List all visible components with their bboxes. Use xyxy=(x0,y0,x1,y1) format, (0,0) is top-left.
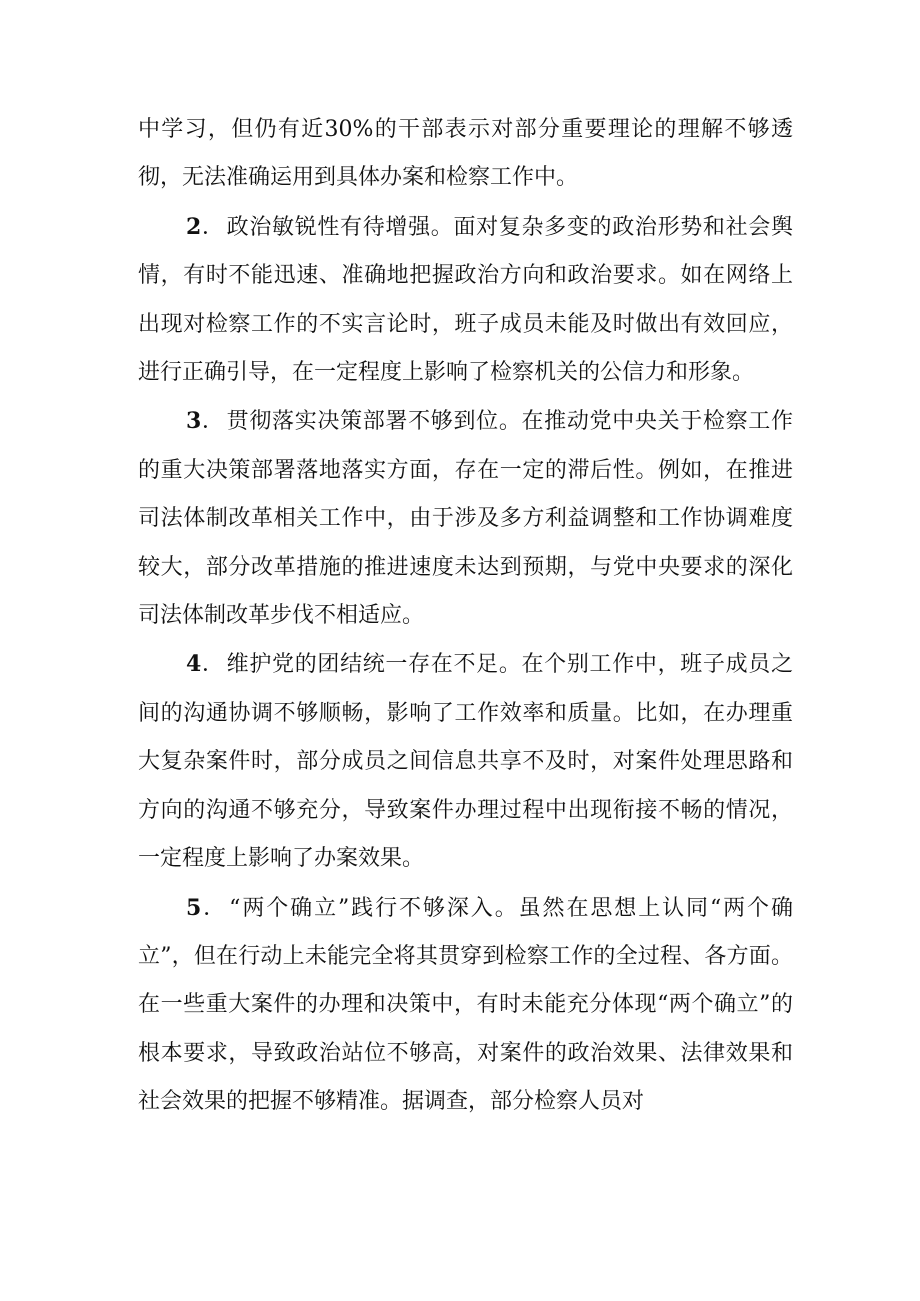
item-separator: ． xyxy=(201,409,227,435)
list-item-3 xyxy=(138,397,793,640)
list-item-5 xyxy=(138,884,793,1127)
list-item-2 xyxy=(138,203,793,398)
item-separator: ． xyxy=(201,652,227,678)
continuation-paragraph: 中学习，但仍有近30%的干部表示对部分重要理论的理解不够透彻，无法准确运用到具体办案和检察工作中。 xyxy=(138,117,793,191)
item-number: 3 xyxy=(186,408,202,435)
item-separator: ． xyxy=(201,895,230,921)
item-number: 5 xyxy=(186,894,202,921)
item-number: 4 xyxy=(186,651,202,678)
item-text: “两个确立”践行不够深入。虽然在思想上认同“两个确立”，但在行动上未能完全将其贯穿到检察工作的全过程、各方面。在一些重大案件的办理和决策中，有时未能充分体现“两个确立”的根本要求，导致政治站位不够高，对案件的政治效果、法律效果和社会效果的把握不够精准。据调查，部分检察人员对 xyxy=(138,895,793,1115)
item-text: 维护党的团结统一存在不足。在个别工作中，班子成员之间的沟通协调不够顺畅，影响了工作效率和质量。比如，在办理重大复杂案件时，部分成员之间信息共享不及时，对案件处理思路和方向的沟通不够充分，导致案件办理过程中出现衔接不畅的情况，一定程度上影响了办案效果。 xyxy=(138,652,793,872)
item-text: 政治敏锐性有待增强。面对复杂多变的政治形势和社会舆情，有时不能迅速、准确地把握政治方向和政治要求。如在网络上出现对检察工作的不实言论时，班子成员未能及时做出有效回应，进行正确引导，在一定程度上影响了检察机关的公信力和形象。 xyxy=(138,214,793,386)
item-text: 贯彻落实决策部署不够到位。在推动党中央关于检察工作的重大决策部署落地落实方面，存在一定的滞后性。例如，在推进司法体制改革相关工作中，由于涉及多方利益调整和工作协调难度较大，部分改革措施的推进速度未达到预期，与党中央要求的深化司法体制改革步伐不相适应。 xyxy=(138,409,793,629)
list-item-4 xyxy=(138,640,793,883)
item-separator: ． xyxy=(201,214,227,240)
item-number: 2 xyxy=(186,213,202,240)
document-body xyxy=(138,106,793,1127)
